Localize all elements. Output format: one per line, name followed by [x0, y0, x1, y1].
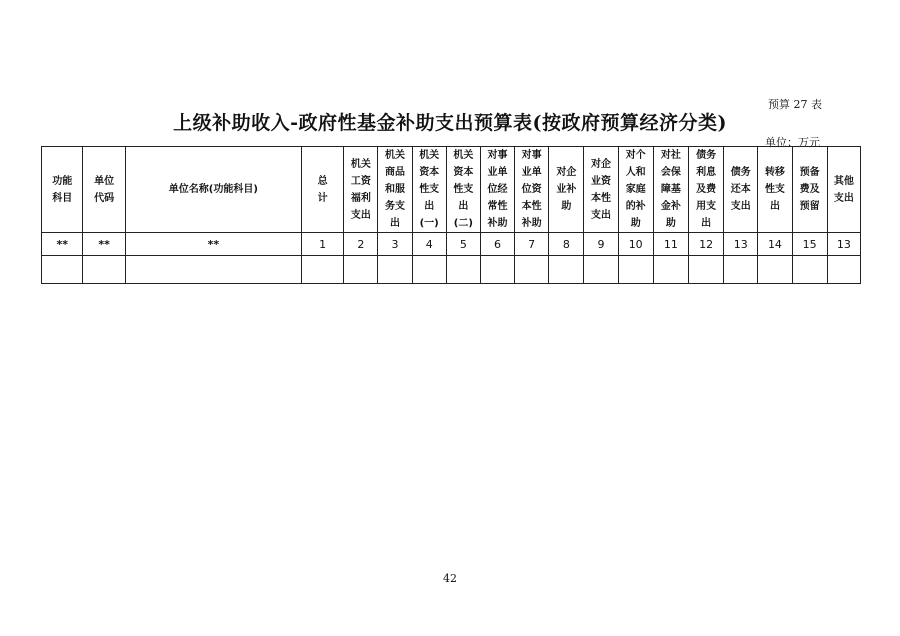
column-code-cell: 10	[618, 233, 653, 256]
budget-table	[41, 146, 861, 284]
column-header: 对企 业补 助	[549, 147, 584, 233]
column-header: 其他 支出	[827, 147, 860, 233]
column-header: 对社 会保 障基 金补 助	[653, 147, 688, 233]
column-code-cell: **	[83, 233, 125, 256]
empty-cell	[584, 256, 618, 284]
empty-cell	[758, 256, 792, 284]
column-code-cell: 14	[758, 233, 792, 256]
column-code-cell: **	[42, 233, 83, 256]
column-code-cell: 12	[689, 233, 724, 256]
column-code-cell: 7	[515, 233, 549, 256]
column-header: 功能 科目	[42, 147, 83, 233]
empty-cell	[125, 256, 301, 284]
column-code-cell: 3	[378, 233, 412, 256]
column-code-cell: 4	[412, 233, 446, 256]
empty-cell	[827, 256, 860, 284]
column-code-cell: 1	[301, 233, 343, 256]
column-header: 预备 费及 预留	[792, 147, 827, 233]
empty-cell	[412, 256, 446, 284]
column-code-cell: 5	[446, 233, 480, 256]
column-header: 机关 资本 性支 出 (二)	[446, 147, 480, 233]
empty-cell	[689, 256, 724, 284]
empty-cell	[378, 256, 412, 284]
table-number-label: 预算 27 表	[768, 98, 822, 111]
column-header: 对企 业资 本性 支出	[584, 147, 618, 233]
column-code-cell: 2	[344, 233, 378, 256]
column-code-cell: **	[125, 233, 301, 256]
empty-cell	[480, 256, 514, 284]
column-header: 单位 代码	[83, 147, 125, 233]
header-row	[42, 147, 861, 233]
column-code-cell: 8	[549, 233, 584, 256]
empty-cell	[42, 256, 83, 284]
page-number: 42	[443, 572, 457, 585]
column-header: 机关 工资 福利 支出	[344, 147, 378, 233]
column-header: 机关 资本 性支 出 (一)	[412, 147, 446, 233]
table-row	[42, 256, 861, 284]
unit-label: 单位：万元	[765, 136, 820, 149]
column-header: 对事 业单 位经 常性 补助	[480, 147, 514, 233]
column-header: 债务 利息 及费 用支 出	[689, 147, 724, 233]
column-header: 总 计	[301, 147, 343, 233]
column-code-cell: 11	[653, 233, 688, 256]
empty-cell	[724, 256, 758, 284]
empty-cell	[446, 256, 480, 284]
column-code-cell: 13	[827, 233, 860, 256]
empty-cell	[515, 256, 549, 284]
column-header: 单位名称(功能科目)	[125, 147, 301, 233]
column-code-cell: 6	[480, 233, 514, 256]
page-title: 上级补助收入-政府性基金补助支出预算表(按政府预算经济分类)	[173, 112, 727, 134]
empty-cell	[301, 256, 343, 284]
column-header: 对个 人和 家庭 的补 助	[618, 147, 653, 233]
code-row	[42, 233, 861, 256]
column-header: 债务 还本 支出	[724, 147, 758, 233]
column-header: 对事 业单 位资 本性 补助	[515, 147, 549, 233]
empty-cell	[792, 256, 827, 284]
empty-cell	[549, 256, 584, 284]
column-code-cell: 9	[584, 233, 618, 256]
column-code-cell: 15	[792, 233, 827, 256]
column-header: 机关 商品 和服 务支 出	[378, 147, 412, 233]
column-header: 转移 性支 出	[758, 147, 792, 233]
empty-cell	[83, 256, 125, 284]
empty-cell	[618, 256, 653, 284]
empty-cell	[653, 256, 688, 284]
column-code-cell: 13	[724, 233, 758, 256]
empty-cell	[344, 256, 378, 284]
